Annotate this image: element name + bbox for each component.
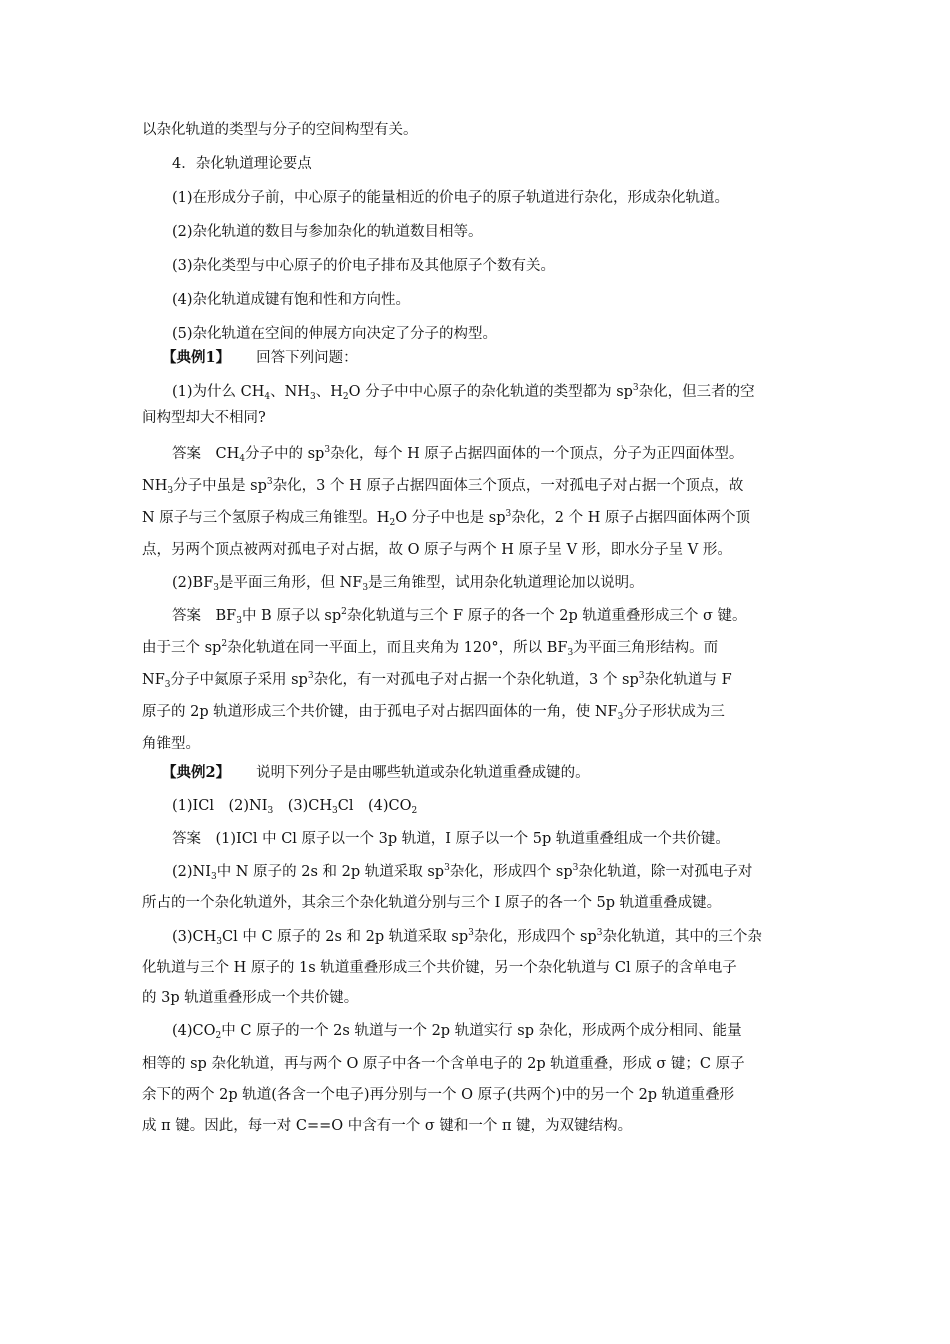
ex1-answer-1-line-3: N 原子与三个氢原子构成三角锥型。$H_2O$ 分子中也是 $sp^3$杂化，2 个 H 原子占据四面体两个顶 (142, 509, 750, 528)
ex2-answer-2-line-1: $(2)NI_3$中 N 原子的 2s 和 2p 轨道采取 $sp^3$杂化，形成四个 $sp^3$杂化轨道，除一对孤电子对 (172, 863, 753, 882)
example-2-header (162, 763, 590, 783)
point-4: (4)杂化轨道成键有饱和性和方向性。 (172, 292, 411, 308)
ex2-answer-3-line-3: 的 3p 轨道重叠形成一个共价键。 (142, 990, 359, 1006)
ex1-question-1-line-1: (1)为什么 $CH_4$、$NH_3$、$H_2O$ 分子中中心原子的杂化轨道的类型都为 $sp^3$杂化，但三者的空 (172, 383, 755, 402)
example-2-label: 【典例2】 (162, 764, 231, 781)
ex1-answer-1-line-2: $NH_3$分子中虽是 $sp^3$杂化，3 个 H 原子占据四面体三个顶点，一对孤电子对占据一个顶点，故 (142, 477, 744, 496)
example-1-header (162, 348, 358, 368)
ex2-answer-4-line-1: $(4)CO_2$中 C 原子的一个 2s 轨道与一个 2p 轨道实行 sp 杂化，形成两个成分相同、能量 (172, 1023, 742, 1041)
point-5: (5)杂化轨道在空间的伸展方向决定了分子的构型。 (172, 326, 498, 342)
ex2-answer-4-line-3: 余下的两个 2p 轨道(各含一个电子)再分别与一个 O 原子(共两个)中的另一个 2p 轨道重叠形 (142, 1087, 735, 1103)
example-2-prompt: 说明下列分子是由哪些轨道或杂化轨道重叠成键的。 (256, 765, 590, 781)
ex2-answer-2-line-2: 所占的一个杂化轨道外，其余三个杂化轨道分别与三个 I 原子的各一个 5p 轨道重叠成键。 (142, 895, 722, 911)
ex1-answer-1-line-4: 点，另两个顶点被两对孤电子对占据，故 O 原子与两个 H 原子呈 V 形，即水分子呈 V 形。 (142, 542, 732, 558)
section-heading-4: 4．杂化轨道理论要点 (172, 156, 312, 172)
ex2-answer-1: 答案 (1)ICl 中 Cl 原子以一个 3p 轨道，I 原子以一个 5p 轨道重叠组成一个共价键。 (172, 831, 730, 847)
ex1-question-1-line-2: 间构型却大不相同? (142, 410, 266, 426)
example-1-label: 【典例1】 (162, 349, 231, 366)
ex1-answer-2-line-5: 角锥型。 (142, 736, 200, 752)
ex2-answer-4-line-4: 成 π 键。因此，每一对 C==O 中含有一个 σ 键和一个 π 键，为双键结构。 (142, 1118, 633, 1134)
ex1-question-2: $(2)BF_3$是平面三角形，但 $NF_3$是三角锥型，试用杂化轨道理论加以说明。 (172, 575, 644, 593)
ex1-answer-2-line-1: 答案 $BF_3$中 B 原子以 $sp^2$杂化轨道与三个 F 原子的各一个 2p 轨道重叠形成三个 σ 键。 (172, 607, 747, 626)
ex2-answer-4-line-2: 相等的 sp 杂化轨道，再与两个 O 原子中各一个含单电子的 2p 轨道重叠，形成 σ 键；C 原子 (142, 1056, 745, 1072)
ex1-answer-1-line-1: 答案 $CH_4$分子中的 $sp^3$杂化，每个 H 原子占据四面体的一个顶点，分子为正四面体型。 (172, 445, 744, 464)
ex2-molecule-list: (1)ICl $(2)NI_3$ $(3)CH_3Cl$ $(4)CO_2$ (172, 798, 418, 816)
point-3: (3)杂化类型与中心原子的价电子排布及其他原子个数有关。 (172, 258, 556, 274)
ex1-answer-2-line-2: 由于三个 $sp^2$杂化轨道在同一平面上，而且夹角为 120°，所以 $BF_3$为平面三角形结构。而 (142, 639, 719, 658)
point-2: (2)杂化轨道的数目与参加杂化的轨道数目相等。 (172, 224, 483, 240)
paragraph-intro-end: 以杂化轨道的类型与分子的空间构型有关。 (142, 122, 418, 138)
ex2-answer-3-line-1: $(3)CH_3Cl$ 中 C 原子的 2s 和 2p 轨道采取 $sp^3$杂化，形成四个 $sp^3$杂化轨道，其中的三个杂 (172, 928, 762, 947)
ex1-answer-2-line-3: $NF_3$分子中氮原子采用 $sp^3$杂化，有一对孤电子对占据一个杂化轨道，3 个 $sp^3$杂化轨道与 F (142, 671, 732, 690)
example-1-prompt: 回答下列问题： (256, 350, 358, 366)
ex1-answer-2-line-4: 原子的 2p 轨道形成三个共价键，由于孤电子对占据四面体的一角，使 $NF_3$分子形状成为三 (142, 704, 725, 722)
point-1: (1)在形成分子前，中心原子的能量相近的价电子的原子轨道进行杂化，形成杂化轨道。 (172, 190, 730, 206)
ex2-answer-3-line-2: 化轨道与三个 H 原子的 1s 轨道重叠形成三个共价键，另一个杂化轨道与 Cl 原子的含单电子 (142, 960, 737, 976)
